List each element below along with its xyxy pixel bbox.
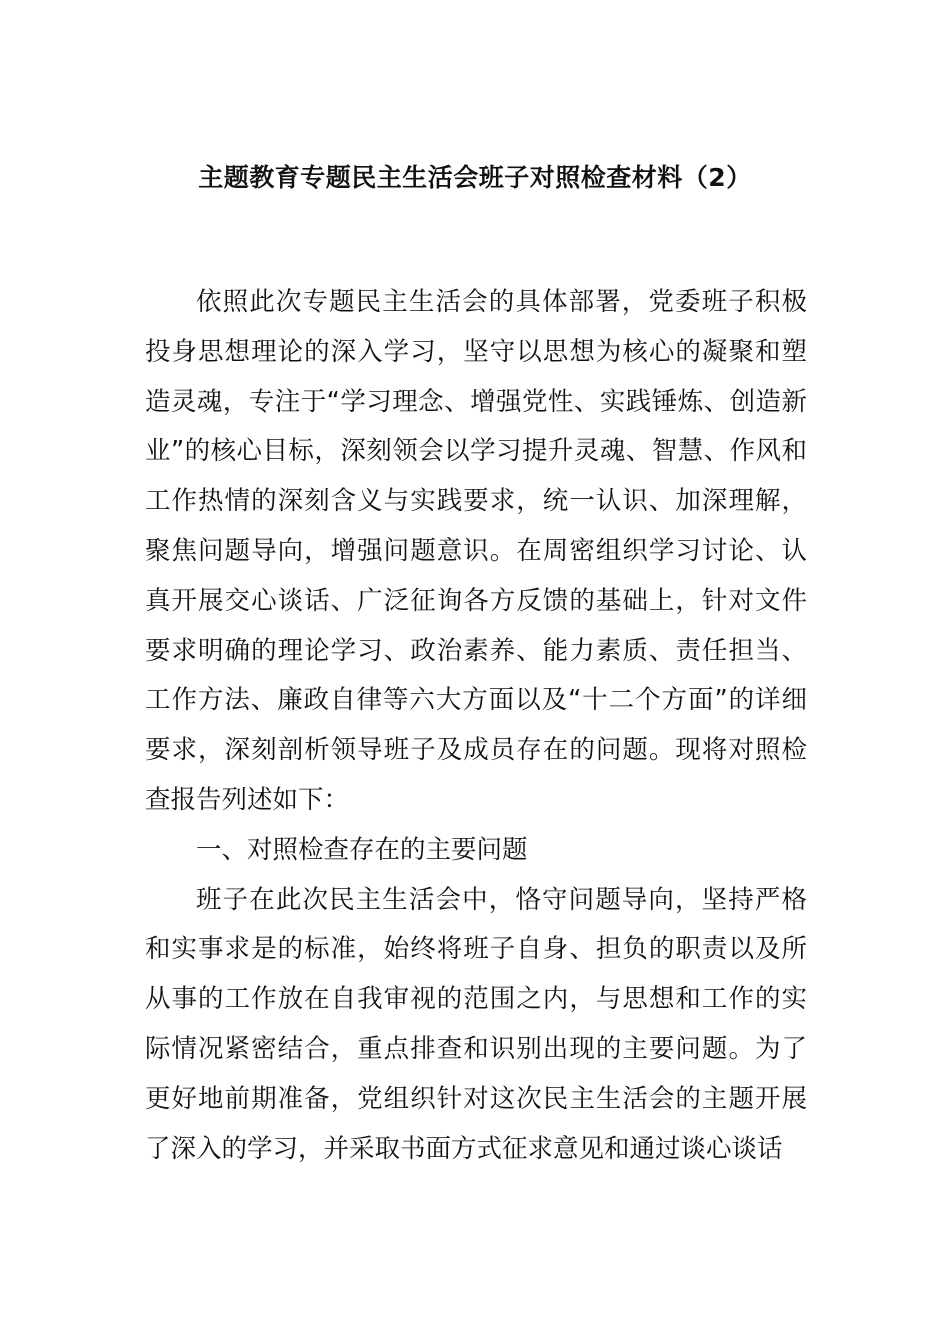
document-body (145, 278, 807, 1174)
intro-paragraph: 依照此次专题民主生活会的具体部署，党委班子积极投身思想理论的深入学习，坚守以思想为核心的凝聚和塑造灵魂，专注于“学习理念、增强党性、实践锤炼、创造新业”的核心目标，深刻领会以学习提升灵魂、智慧、作风和工作热情的深刻含义与实践要求，统一认识、加深理解，聚焦问题导向，增强问题意识。在周密组织学习讨论、认真开展交心谈话、广泛征询各方反馈的基础上，针对文件要求明确的理论学习、政治素养、能力素质、责任担当、工作方法、廉政自律等六大方面以及“十二个方面”的详细要求，深刻剖析领导班子及成员存在的问题。现将对照检查报告列述如下： (145, 287, 807, 815)
section-heading: 一、对照检查存在的主要问题 (196, 834, 528, 865)
section-paragraph: 班子在此次民主生活会中，恪守问题导向，坚持严格和实事求是的标准，始终将班子自身、担负的职责以及所从事的工作放在自我审视的范围之内，与思想和工作的实际情况紧密结合，重点排查和识别出现的主要问题。为了更好地前期准备，党组织针对这次民主生活会的主题开展了深入的学习，并采取书面方式征求意见和通过谈心谈话 (145, 884, 807, 1164)
document-title: 主题教育专题民主生活会班子对照检查材料（2） (198, 163, 752, 192)
